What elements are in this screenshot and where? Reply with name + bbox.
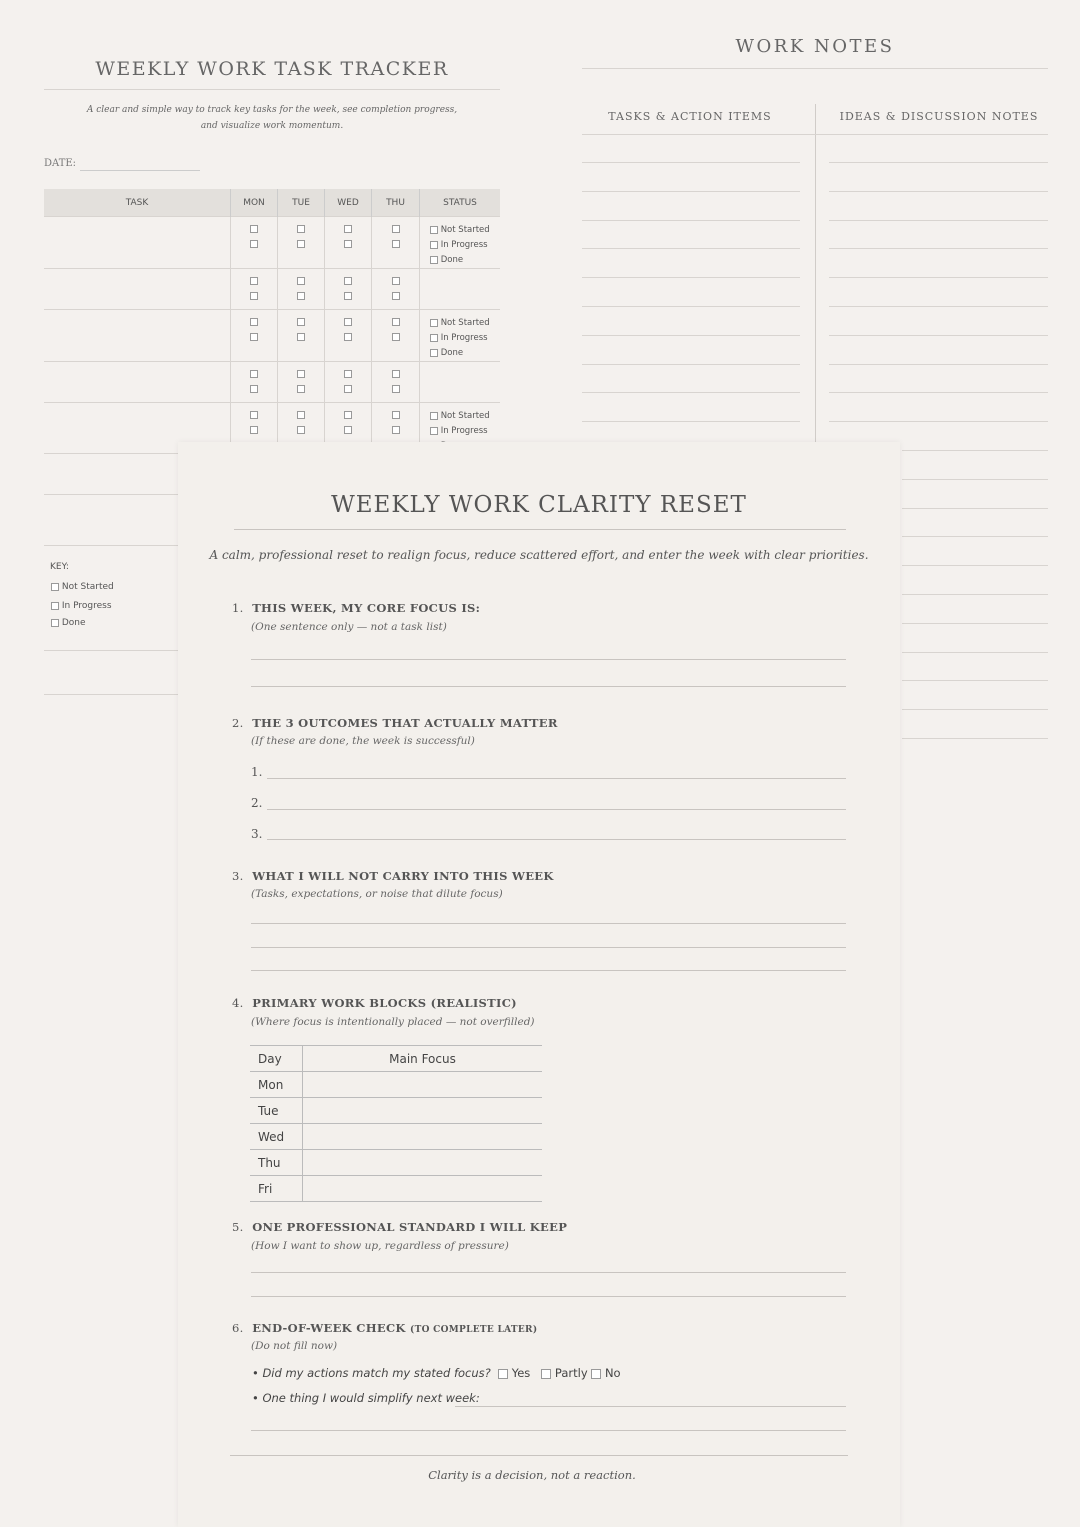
checkbox[interactable] bbox=[430, 226, 438, 234]
checkbox[interactable] bbox=[392, 333, 400, 341]
question-text: THE 3 OUTCOMES THAT ACTUALLY MATTER bbox=[252, 716, 558, 730]
key-item bbox=[51, 618, 86, 628]
note-line[interactable] bbox=[902, 536, 1048, 537]
note-line[interactable] bbox=[902, 652, 1048, 653]
checkbox-yes[interactable] bbox=[498, 1369, 508, 1379]
date-field[interactable] bbox=[80, 170, 200, 171]
question-note: (Tasks, expectations, or noise that dilute focus) bbox=[251, 888, 503, 900]
checkbox[interactable] bbox=[430, 334, 438, 342]
row-divider bbox=[44, 494, 178, 495]
question-text: THIS WEEK, MY CORE FOCUS IS: bbox=[252, 601, 481, 615]
note-line[interactable] bbox=[582, 162, 800, 163]
checkbox[interactable] bbox=[297, 240, 305, 248]
notes-column-header: TASKS & ACTION ITEMS bbox=[608, 110, 772, 123]
table-row bbox=[250, 1150, 542, 1176]
divider bbox=[582, 134, 1048, 135]
divider bbox=[230, 1455, 848, 1456]
status-cell bbox=[420, 362, 501, 403]
checkbox[interactable] bbox=[430, 241, 438, 249]
check-question: One thing I would simplify next week: bbox=[262, 1391, 480, 1405]
checkbox[interactable] bbox=[297, 318, 305, 326]
status-label: Not Started bbox=[440, 411, 490, 421]
question-text: END-OF-WEEK CHECK bbox=[252, 1321, 406, 1335]
question-number: 2. bbox=[232, 716, 244, 730]
day-label: Wed bbox=[250, 1124, 303, 1150]
check-question-row: • Did my actions match my stated focus? Yes Partly No bbox=[252, 1366, 621, 1380]
divider bbox=[234, 529, 846, 530]
option-label: Partly bbox=[554, 1366, 588, 1380]
task-cell[interactable] bbox=[44, 217, 231, 269]
question-heading bbox=[232, 1220, 567, 1234]
note-line[interactable] bbox=[902, 680, 1048, 681]
divider bbox=[582, 68, 1048, 69]
question-text: WHAT I WILL NOT CARRY INTO THIS WEEK bbox=[252, 869, 554, 883]
status-label: Not Started bbox=[440, 318, 490, 328]
checkbox bbox=[51, 583, 59, 591]
check-question: Did my actions match my stated focus? bbox=[262, 1366, 491, 1380]
column-header: THU bbox=[372, 189, 420, 217]
answer-line[interactable] bbox=[251, 1272, 846, 1273]
notes-column-header: IDEAS & DISCUSSION NOTES bbox=[839, 110, 1039, 123]
description-line: and visualize work momentum. bbox=[200, 121, 344, 131]
outcome-number: 3. bbox=[251, 827, 263, 841]
note-line[interactable] bbox=[829, 162, 1048, 163]
column-header: WED bbox=[325, 189, 372, 217]
note-line[interactable] bbox=[902, 738, 1048, 739]
checkbox[interactable] bbox=[250, 333, 258, 341]
day-label: Tue bbox=[250, 1098, 303, 1124]
reset-subtitle: A calm, professional reset to realign focus, reduce scattered effort, and enter the week with clear priorities. bbox=[209, 548, 869, 562]
task-cell[interactable] bbox=[44, 310, 231, 362]
checkbox[interactable] bbox=[250, 292, 258, 300]
note-line[interactable] bbox=[582, 364, 800, 365]
column-divider bbox=[815, 104, 816, 442]
answer-line[interactable] bbox=[267, 809, 846, 810]
note-line[interactable] bbox=[829, 248, 1048, 249]
reset-title: WEEKLY WORK CLARITY RESET bbox=[331, 492, 747, 518]
question-number: 4. bbox=[232, 996, 244, 1010]
table-row bbox=[250, 1098, 542, 1124]
note-line[interactable] bbox=[582, 248, 800, 249]
checkbox[interactable] bbox=[392, 292, 400, 300]
focus-cell[interactable] bbox=[303, 1098, 543, 1124]
question-heading bbox=[232, 996, 517, 1010]
footer-quote: Clarity is a decision, not a reaction. bbox=[428, 1468, 636, 1482]
column-header: TASK bbox=[44, 189, 231, 217]
checkbox[interactable] bbox=[250, 277, 258, 285]
checkbox[interactable] bbox=[430, 256, 438, 264]
checkbox[interactable] bbox=[430, 319, 438, 327]
checkbox[interactable] bbox=[250, 318, 258, 326]
note-line[interactable] bbox=[582, 421, 800, 422]
work-blocks-table bbox=[250, 1045, 542, 1202]
note-line[interactable] bbox=[829, 335, 1048, 336]
key-item bbox=[51, 582, 114, 592]
checkbox[interactable] bbox=[344, 225, 352, 233]
note-line[interactable] bbox=[829, 421, 1048, 422]
description-line: A clear and simple way to track key tasks for the week, see completion progress, bbox=[86, 105, 458, 115]
checkbox[interactable] bbox=[392, 370, 400, 378]
tracker-description bbox=[44, 102, 500, 134]
note-line[interactable] bbox=[582, 220, 800, 221]
question-number: 5. bbox=[232, 1220, 244, 1234]
status-label: In Progress bbox=[440, 240, 488, 250]
note-line[interactable] bbox=[902, 508, 1048, 509]
question-text: ONE PROFESSIONAL STANDARD I WILL KEEP bbox=[252, 1220, 568, 1234]
note-line[interactable] bbox=[582, 392, 800, 393]
column-header: STATUS bbox=[420, 189, 501, 217]
table-row bbox=[250, 1072, 542, 1098]
answer-line[interactable] bbox=[251, 1296, 846, 1297]
question-note: (Where focus is intentionally placed — not overfilled) bbox=[251, 1016, 535, 1028]
checkbox[interactable] bbox=[392, 318, 400, 326]
status-label: Done bbox=[440, 255, 464, 265]
work-notes-title: WORK NOTES bbox=[735, 36, 895, 57]
row-divider bbox=[44, 453, 178, 454]
checkbox[interactable] bbox=[392, 411, 400, 419]
key-item bbox=[51, 601, 112, 611]
checkbox[interactable] bbox=[250, 385, 258, 393]
checkbox[interactable] bbox=[392, 240, 400, 248]
answer-line[interactable] bbox=[251, 1430, 846, 1431]
focus-cell[interactable] bbox=[303, 1072, 543, 1098]
checkbox[interactable] bbox=[392, 277, 400, 285]
checkbox[interactable] bbox=[344, 318, 352, 326]
column-header: MON bbox=[231, 189, 278, 217]
status-cell bbox=[420, 217, 501, 269]
checkbox[interactable] bbox=[430, 427, 438, 435]
question-note: (Do not fill now) bbox=[251, 1340, 338, 1352]
checkbox[interactable] bbox=[344, 426, 352, 434]
answer-line[interactable] bbox=[251, 686, 846, 687]
checkbox[interactable] bbox=[344, 240, 352, 248]
checkbox bbox=[51, 619, 59, 627]
task-cell[interactable] bbox=[44, 362, 231, 403]
checkbox-no[interactable] bbox=[591, 1369, 601, 1379]
note-line[interactable] bbox=[902, 479, 1048, 480]
question-heading bbox=[232, 869, 554, 883]
note-line[interactable] bbox=[582, 306, 800, 307]
note-line[interactable] bbox=[582, 191, 800, 192]
checkbox[interactable] bbox=[392, 225, 400, 233]
option-label: No bbox=[604, 1366, 621, 1380]
key-item-label: In Progress bbox=[61, 601, 112, 611]
status-label: Done bbox=[440, 348, 464, 358]
answer-line[interactable] bbox=[251, 659, 846, 660]
status-label: In Progress bbox=[440, 333, 488, 343]
day-label: Fri bbox=[250, 1176, 303, 1202]
status-cell bbox=[420, 269, 501, 310]
checkbox[interactable] bbox=[430, 412, 438, 420]
divider bbox=[44, 89, 500, 90]
table-row bbox=[44, 217, 500, 269]
checkbox[interactable] bbox=[297, 277, 305, 285]
note-line[interactable] bbox=[829, 277, 1048, 278]
question-text: PRIMARY WORK BLOCKS (REALISTIC) bbox=[252, 996, 517, 1010]
question-heading bbox=[232, 1321, 537, 1335]
divider bbox=[44, 694, 178, 695]
task-cell[interactable] bbox=[44, 269, 231, 310]
answer-line[interactable] bbox=[267, 839, 846, 840]
checkbox[interactable] bbox=[344, 411, 352, 419]
question-number: 3. bbox=[232, 869, 244, 883]
checkbox[interactable] bbox=[250, 411, 258, 419]
checkbox-partly[interactable] bbox=[541, 1369, 551, 1379]
note-line[interactable] bbox=[829, 364, 1048, 365]
note-line[interactable] bbox=[902, 623, 1048, 624]
table-row bbox=[250, 1046, 542, 1072]
answer-line[interactable] bbox=[251, 923, 846, 924]
table-row bbox=[250, 1124, 542, 1150]
note-line[interactable] bbox=[582, 335, 800, 336]
checkbox[interactable] bbox=[297, 225, 305, 233]
outcome-number: 1. bbox=[251, 765, 263, 779]
answer-line[interactable] bbox=[251, 947, 846, 948]
note-line[interactable] bbox=[902, 565, 1048, 566]
note-line[interactable] bbox=[582, 277, 800, 278]
note-line[interactable] bbox=[829, 392, 1048, 393]
answer-line[interactable] bbox=[455, 1406, 846, 1407]
checkbox[interactable] bbox=[297, 385, 305, 393]
question-number: 6. bbox=[232, 1321, 244, 1335]
checkbox[interactable] bbox=[344, 370, 352, 378]
note-line[interactable] bbox=[829, 306, 1048, 307]
question-heading bbox=[232, 601, 480, 615]
answer-line[interactable] bbox=[267, 778, 846, 779]
checkbox[interactable] bbox=[250, 426, 258, 434]
focus-cell[interactable] bbox=[303, 1150, 543, 1176]
question-note: (How I want to show up, regardless of pressure) bbox=[251, 1240, 509, 1252]
key-label: KEY: bbox=[50, 562, 69, 572]
note-line[interactable] bbox=[829, 220, 1048, 221]
answer-line[interactable] bbox=[251, 970, 846, 971]
checkbox[interactable] bbox=[250, 225, 258, 233]
checkbox[interactable] bbox=[344, 277, 352, 285]
divider bbox=[44, 650, 178, 651]
day-label: Thu bbox=[250, 1150, 303, 1176]
question-note: (One sentence only — not a task list) bbox=[251, 621, 447, 633]
checkbox[interactable] bbox=[392, 385, 400, 393]
tracker-title: WEEKLY WORK TASK TRACKER bbox=[95, 58, 449, 80]
option-label: Yes bbox=[511, 1366, 531, 1380]
focus-cell[interactable] bbox=[303, 1176, 543, 1202]
note-line[interactable] bbox=[829, 191, 1048, 192]
checkbox[interactable] bbox=[250, 240, 258, 248]
status-cell bbox=[420, 310, 501, 362]
checkbox[interactable] bbox=[344, 333, 352, 341]
checkbox[interactable] bbox=[297, 370, 305, 378]
checkbox[interactable] bbox=[344, 385, 352, 393]
table-row bbox=[250, 1176, 542, 1202]
status-label: In Progress bbox=[440, 426, 488, 436]
status-label: Not Started bbox=[440, 225, 490, 235]
table-row bbox=[44, 269, 500, 310]
note-line[interactable] bbox=[902, 594, 1048, 595]
focus-cell[interactable] bbox=[303, 1124, 543, 1150]
outcome-number: 2. bbox=[251, 796, 263, 810]
checkbox[interactable] bbox=[392, 426, 400, 434]
checkbox bbox=[51, 602, 59, 610]
note-line[interactable] bbox=[902, 709, 1048, 710]
checkbox[interactable] bbox=[344, 292, 352, 300]
checkbox[interactable] bbox=[297, 411, 305, 419]
checkbox[interactable] bbox=[297, 333, 305, 341]
note-line[interactable] bbox=[902, 450, 1048, 451]
checkbox[interactable] bbox=[297, 426, 305, 434]
question-number: 1. bbox=[232, 601, 244, 615]
tracker-table bbox=[44, 189, 500, 454]
table-row bbox=[44, 310, 500, 362]
column-header: TUE bbox=[278, 189, 325, 217]
table-row bbox=[44, 362, 500, 403]
day-label: Mon bbox=[250, 1072, 303, 1098]
checkbox[interactable] bbox=[250, 370, 258, 378]
checkbox[interactable] bbox=[297, 292, 305, 300]
question-heading bbox=[232, 716, 558, 730]
checkbox[interactable] bbox=[430, 349, 438, 357]
column-header: Main Focus bbox=[303, 1046, 543, 1072]
simplify-question-row: • One thing I would simplify next week: bbox=[252, 1391, 480, 1405]
key-item-label: Done bbox=[61, 618, 86, 628]
key-item-label: Not Started bbox=[61, 582, 114, 592]
column-header: Day bbox=[250, 1046, 303, 1072]
question-note: (If these are done, the week is successful) bbox=[251, 735, 475, 747]
question-subtext: (TO COMPLETE LATER) bbox=[410, 1325, 538, 1335]
date-label: DATE: bbox=[44, 158, 77, 169]
row-divider bbox=[44, 545, 178, 546]
